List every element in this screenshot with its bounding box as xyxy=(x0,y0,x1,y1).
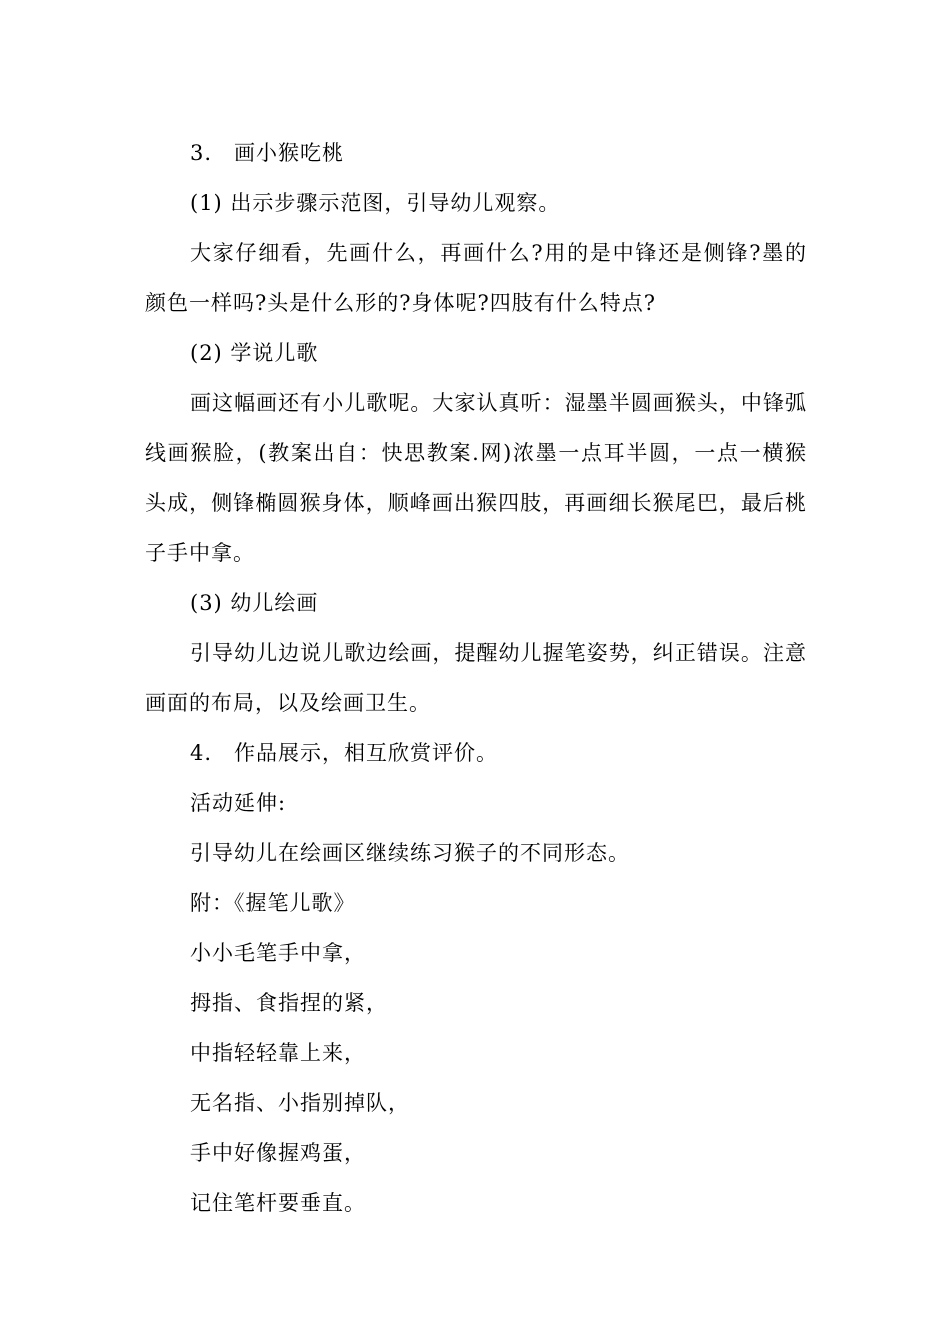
paragraph-drawing: 引导幼儿边说儿歌边绘画，提醒幼儿握笔姿势，纠正错误。注意画面的布局，以及绘画卫生。 xyxy=(145,641,807,715)
extension-text: 引导幼儿在绘画区继续练习猴子的不同形态。 xyxy=(190,841,630,865)
paragraph-rhyme: 画这幅画还有小儿歌呢。大家认真听：湿墨半圆画猴头，中锋弧线画猴脸，(教案出自：快思教案.网)浓墨一点耳半圆，一点一横猴头成，侧锋椭圆猴身体，顺峰画出猴四肢，再画细长猴尾巴，最后桃子手中拿。 xyxy=(145,391,807,565)
poem-line: 小小毛笔手中拿， xyxy=(190,941,366,965)
step3-sub3: (3) 幼儿绘画 xyxy=(190,591,319,615)
poem-line: 中指轻轻靠上来， xyxy=(190,1041,366,1065)
extension-title: 活动延伸: xyxy=(190,791,287,815)
appendix-title: 附：《握笔儿歌》 xyxy=(190,891,356,915)
step3-heading: 3. 画小猴吃桃 xyxy=(190,141,345,165)
step3-sub1: (1) 出示步骤示范图，引导幼儿观察。 xyxy=(190,191,561,215)
poem-line: 记住笔杆要垂直。 xyxy=(190,1191,366,1215)
step3-sub2: (2) 学说儿歌 xyxy=(190,341,319,365)
paragraph-observation: 大家仔细看，先画什么，再画什么?用的是中锋还是侧锋?墨的颜色一样吗?头是什么形的?身体呢?四肢有什么特点? xyxy=(145,241,807,315)
step4-heading: 4. 作品展示，相互欣赏评价。 xyxy=(190,741,499,765)
poem-line: 手中好像握鸡蛋， xyxy=(190,1141,366,1165)
poem-line: 无名指、小指别掉队， xyxy=(190,1091,410,1115)
document-body xyxy=(145,128,807,1228)
poem-line: 拇指、食指捏的紧， xyxy=(190,991,388,1015)
